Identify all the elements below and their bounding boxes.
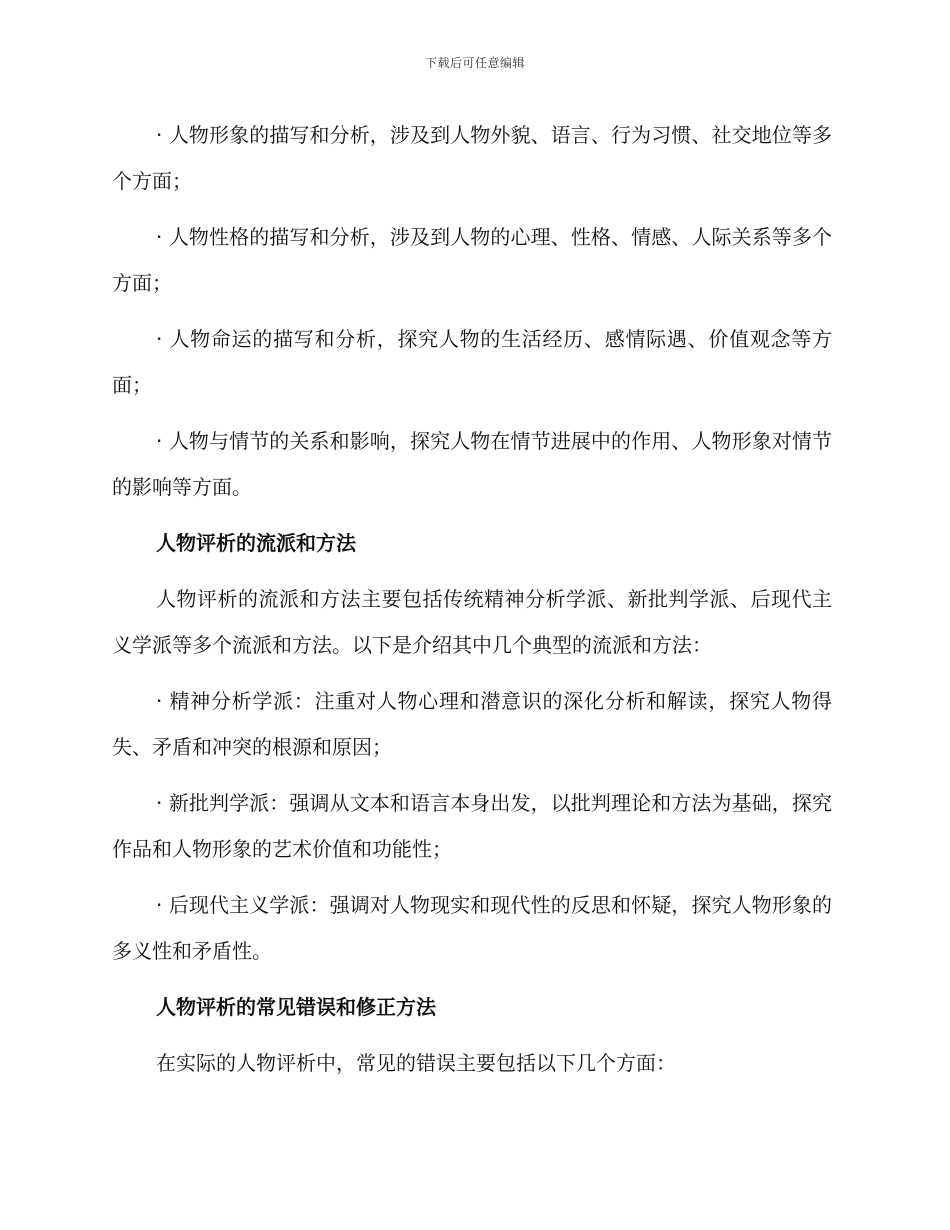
bullet-paragraph: · 新批判学派：强调从文本和语言本身出发，以批判理论和方法为基础，探究作品和人物形象的艺术价值和功能性； [112,791,832,861]
bullet-paragraph: · 精神分析学派：注重对人物心理和潜意识的深化分析和解读，探究人物得失、矛盾和冲突的根源和原因； [112,689,832,759]
bullet-paragraph: · 人物命运的描写和分析，探究人物的生活经历、感情际遇、价值观念等方面； [112,327,832,397]
body-paragraph: 在实际的人物评析中，常见的错误主要包括以下几个方面： [156,1051,676,1075]
bullet-paragraph: · 人物性格的描写和分析，涉及到人物的心理、性格、情感、人际关系等多个方面； [112,225,832,295]
page-header: 下载后可任意编辑 [424,56,525,70]
document-body [112,112,832,1096]
bullet-paragraph: · 人物形象的描写和分析，涉及到人物外貌、语言、行为习惯、社交地位等多个方面； [112,123,832,193]
section-heading: 人物评析的流派和方法 [156,531,356,555]
section-heading: 人物评析的常见错误和修正方法 [156,995,436,1019]
bullet-paragraph: · 后现代主义学派：强调对人物现实和现代性的反思和怀疑，探究人物形象的多义性和矛盾性。 [112,893,832,963]
bullet-paragraph: · 人物与情节的关系和影响，探究人物在情节进展中的作用、人物形象对情节的影响等方面。 [112,429,832,499]
body-paragraph: 人物评析的流派和方法主要包括传统精神分析学派、新批判学派、后现代主义学派等多个流派和方法。以下是介绍其中几个典型的流派和方法： [112,587,832,657]
